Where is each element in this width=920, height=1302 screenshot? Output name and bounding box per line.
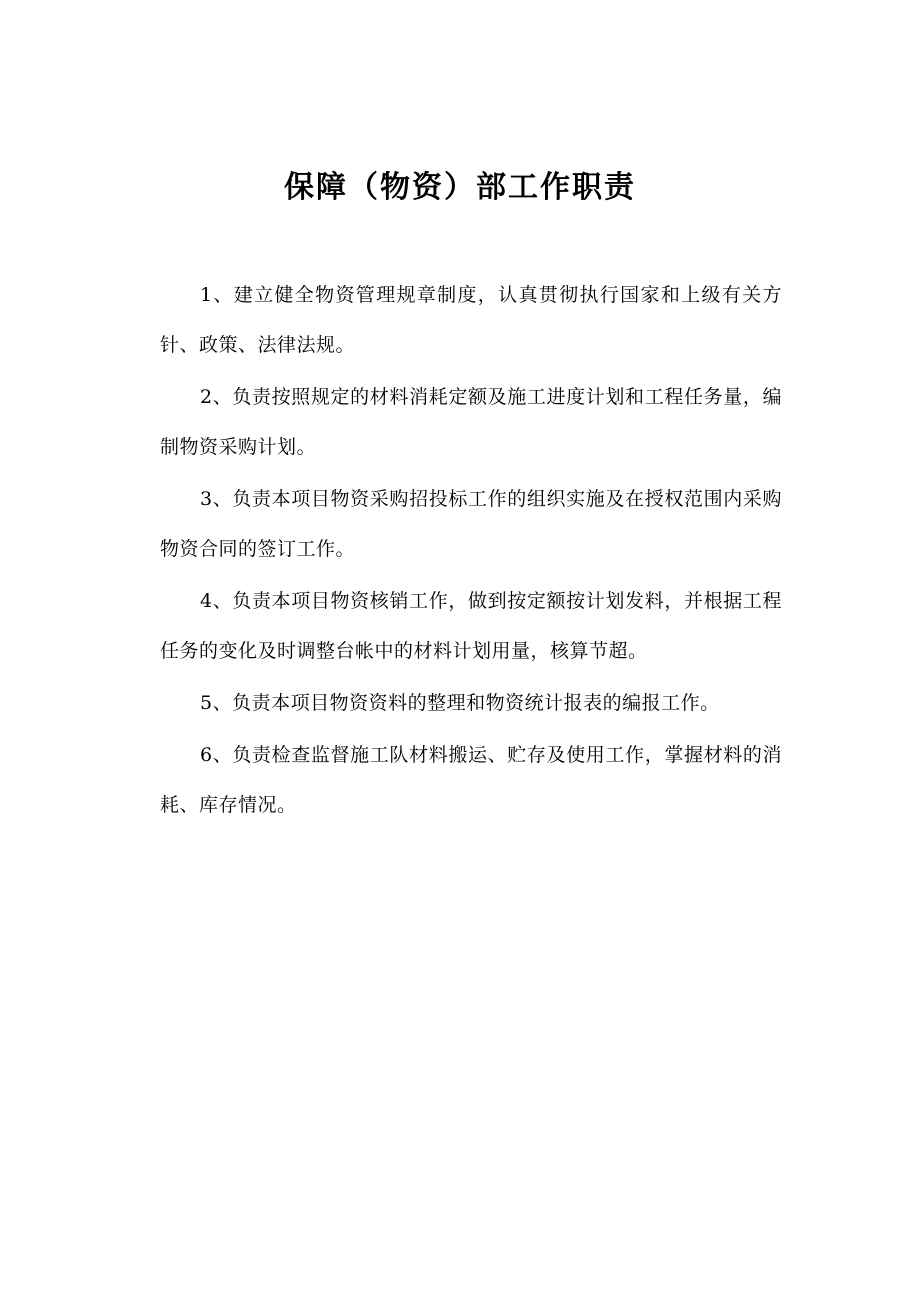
paragraph-5: 5、负责本项目物资资料的整理和物资统计报表的编报工作。: [200, 692, 720, 714]
paragraph-4: 4、负责本项目物资核销工作，做到按定额按计划发料，并根据工程任务的变化及时调整台帐中的材料计划用量，核算节超。: [160, 590, 782, 662]
paragraph-6: 6、负责检查监督施工队材料搬运、贮存及使用工作，掌握材料的消耗、库存情况。: [160, 744, 782, 816]
document-body: [160, 270, 782, 832]
paragraph-2: 2、负责按照规定的材料消耗定额及施工进度计划和工程任务量，编制物资采购计划。: [160, 386, 782, 458]
document-title: 保障（物资）部工作职责: [284, 170, 636, 205]
paragraph-3: 3、负责本项目物资采购招投标工作的组织实施及在授权范围内采购物资合同的签订工作。: [160, 488, 782, 560]
paragraph-1: 1、建立健全物资管理规章制度，认真贯彻执行国家和上级有关方针、政策、法律法规。: [160, 284, 782, 356]
